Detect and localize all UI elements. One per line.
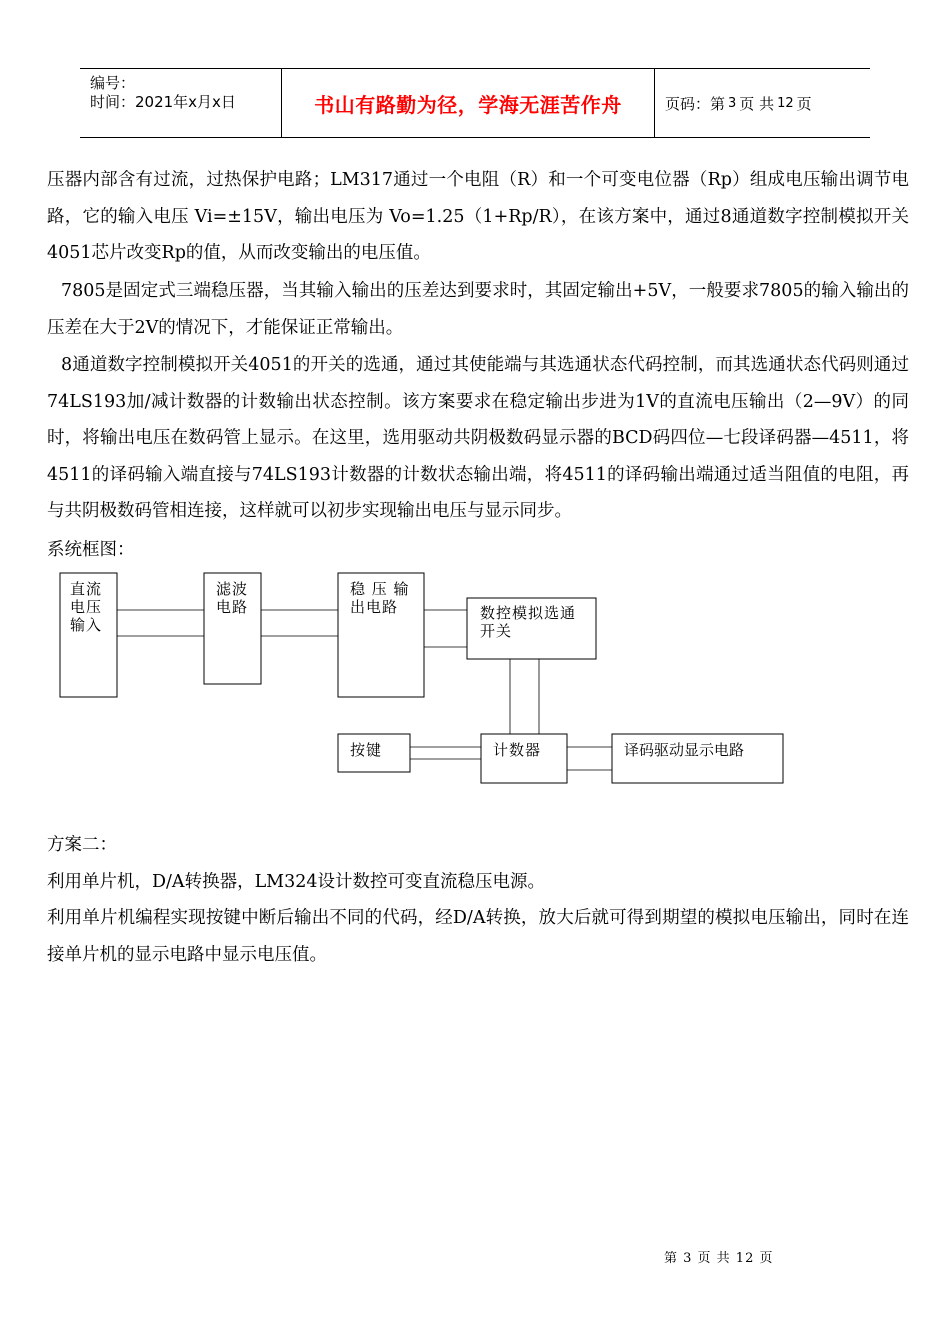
page-prefix: 页码：第 xyxy=(665,94,726,113)
paragraph-scheme2-detail: 利用单片机编程实现按键中断后输出不同的代码，经D/A转换，放大后就可得到期望的模拟电压输出，同时在连接单片机的显示电路中显示电压值。 xyxy=(47,908,909,965)
label-counter: 计数器 xyxy=(493,741,542,759)
header-meta-cell xyxy=(80,69,282,137)
header-motto: 书山有路勤为径，学海无涯苦作舟 xyxy=(282,69,655,137)
page-suffix: 页 xyxy=(796,94,812,113)
paragraph-4051: 8通道数字控制模拟开关4051的开关的选通，通过其使能端与其选通状态代码控制，而其选通状态代码则通过74LS193加/减计数器的计数输出状态控制。该方案要求在稳定输出步进为1V的直流电压输出（2—9V）的同时，将输出电压在数码管上显示。在这里，选用驱动共阴极数码显示器的BCD码四位—七段译码器—4511，将4511的译码输入端直接与74LS193计数器的计数状态输出端，将4511的译码输出端通过适当阻值的电阻，再与共阴极数码管相连接，这样就可以初步实现输出电压与显示同步。 xyxy=(47,355,909,521)
page-mid: 页 共 xyxy=(739,94,775,113)
label-filter: 滤波电路 xyxy=(216,580,249,616)
scheme2-label: 方案二： xyxy=(47,835,117,855)
label-decoder: 译码驱动显示电路 xyxy=(624,741,745,759)
label-key: 按键 xyxy=(350,741,383,759)
page-total: 12 xyxy=(777,95,794,111)
paragraph-lm317: 压器内部含有过流，过热保护电路；LM317通过一个电阻（R）和一个可变电位器（Rp）组成电压输出调节电路，它的输入电压 Vi=±15V，输出电压为 Vo=1.25（1+Rp/R），在该方案中，通过8通道数字控制模拟开关4051芯片改变Rp的值，从而改变输出的电压值。 xyxy=(47,170,909,263)
paragraph-scheme2-intro: 利用单片机，D/A转换器，LM324设计数控可变直流稳压电源。 xyxy=(47,872,546,892)
label-dc-input: 直流电压输入 xyxy=(70,580,103,634)
serial-number-label: 编号： xyxy=(90,74,136,92)
diagram-label: 系统框图： xyxy=(47,540,135,560)
date-line: 时间：2021年x月x日 xyxy=(90,93,236,111)
paragraph-7805: 7805是固定式三端稳压器，当其输入输出的压差达到要求时，其固定输出+5V，一般要求7805的输入输出的压差在大于2V的情况下，才能保证正常输出。 xyxy=(47,281,909,338)
page-footer: 第 3 页 共 12 页 xyxy=(664,1251,774,1266)
header-page-info xyxy=(665,69,812,137)
label-mux: 数控模拟选通开关 xyxy=(480,604,577,640)
page-number: 3 xyxy=(728,95,737,111)
label-regulator: 稳 压 输出电路 xyxy=(350,580,410,616)
document-header xyxy=(80,68,870,138)
